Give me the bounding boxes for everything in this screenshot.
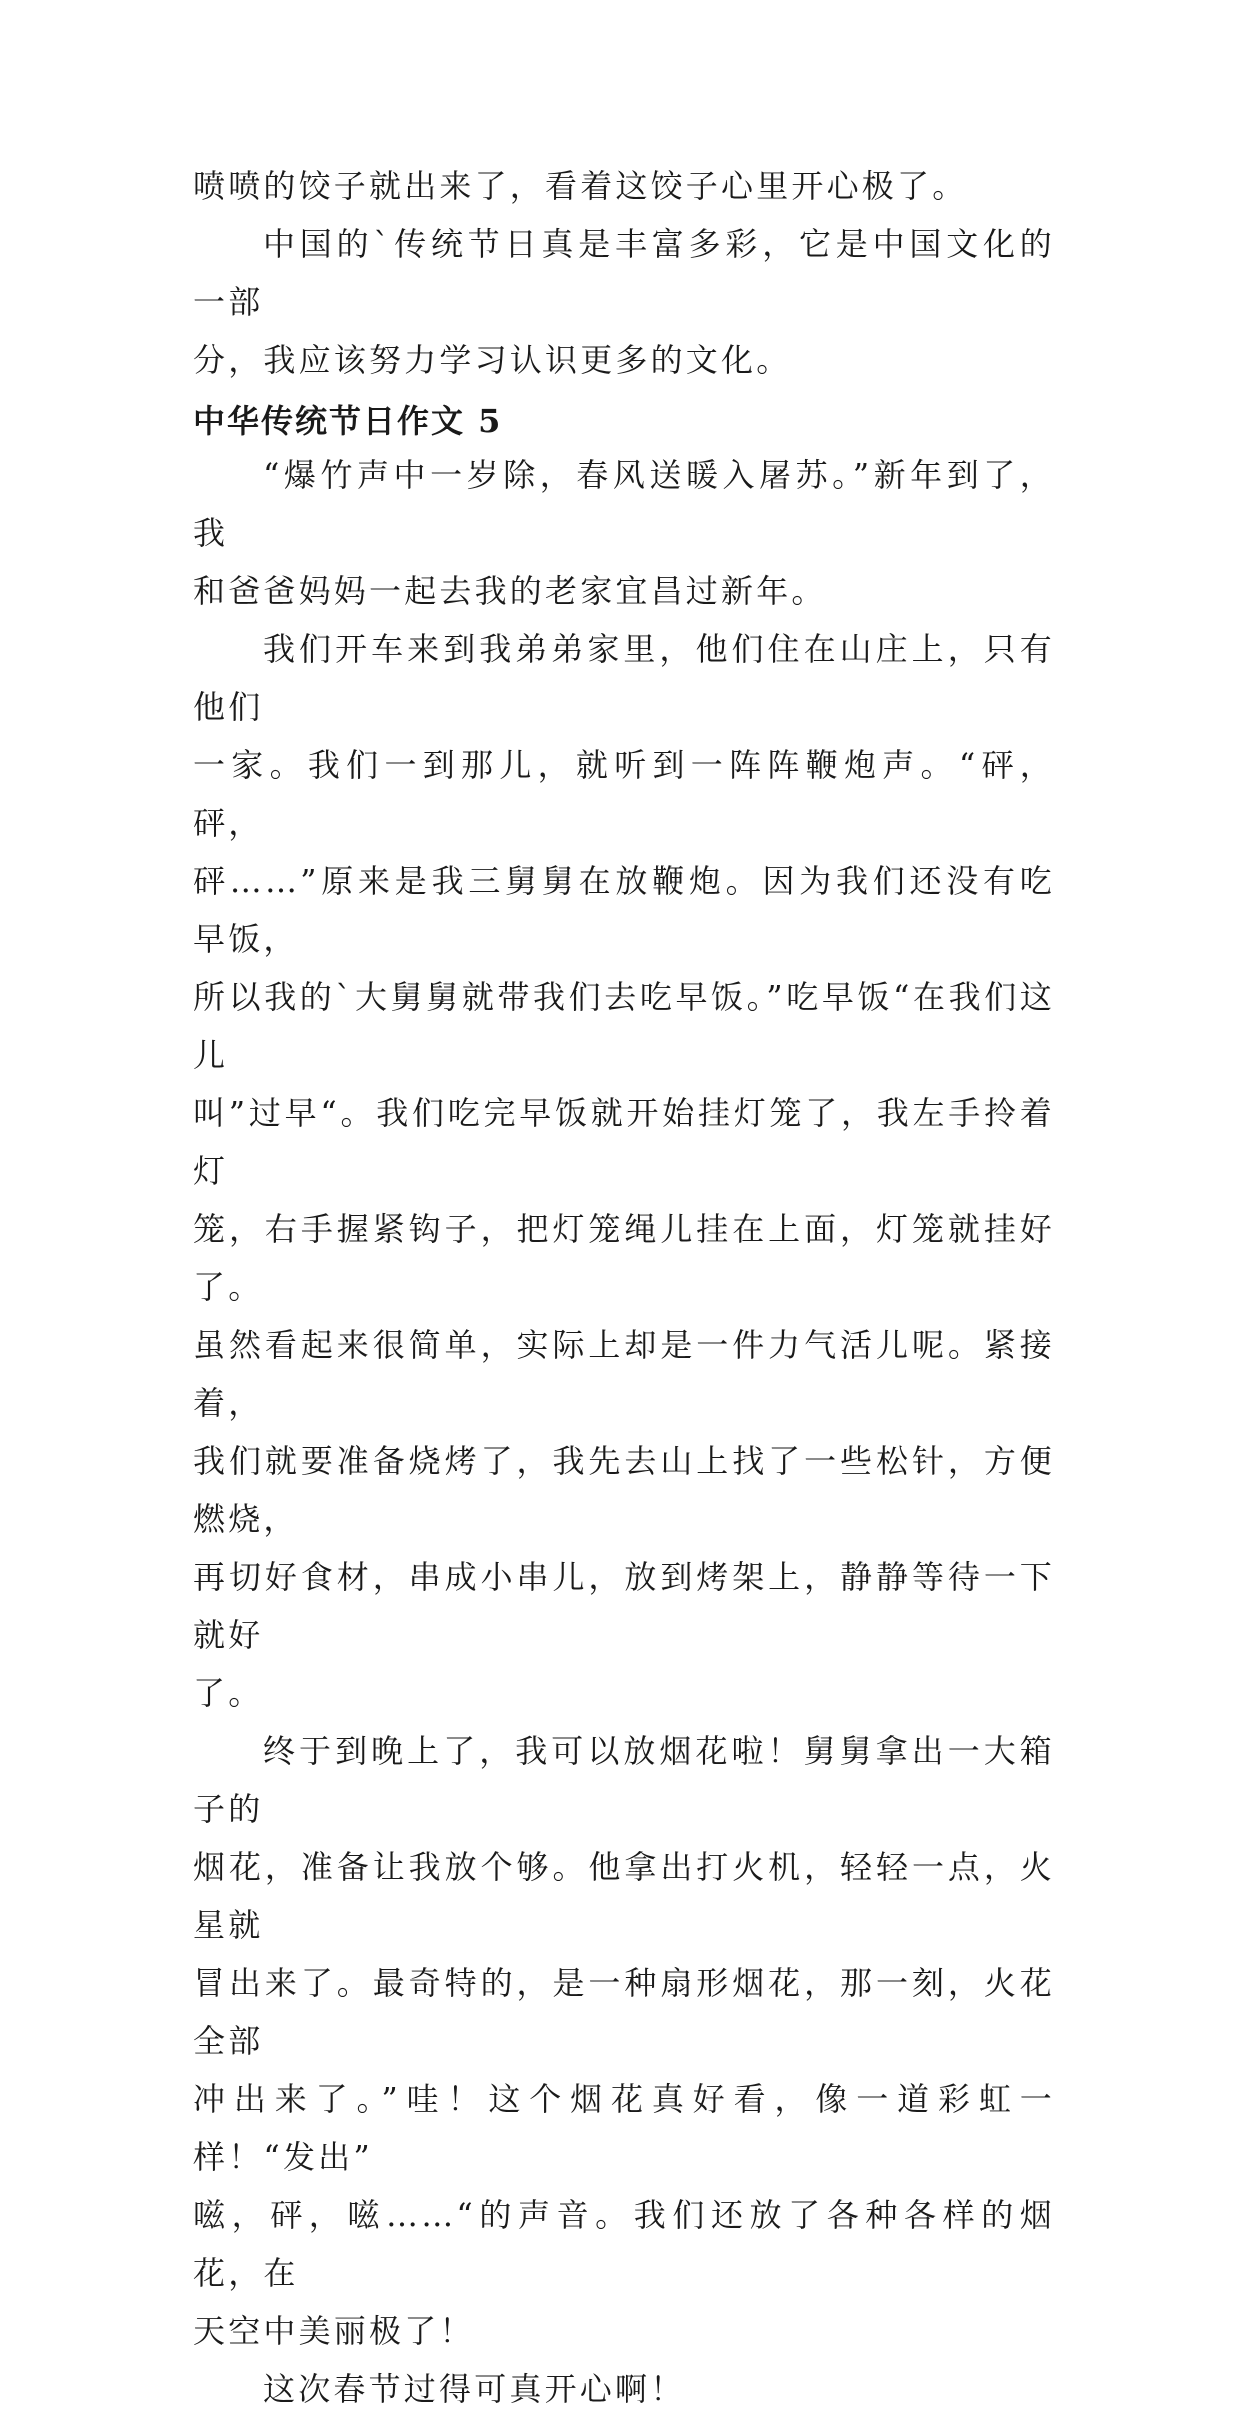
text-line: 叫”过早“。我们吃完早饭就开始挂灯笼了，我左手拎着灯 (193, 1094, 1055, 1190)
text-line: 冒出来了。最奇特的，是一种扇形烟花，那一刻，火花全部 (193, 1964, 1055, 2060)
text-line: 中国的`传统节日真是丰富多彩，它是中国文化的一部 (193, 225, 1055, 321)
text-line: 喷喷的饺子就出来了，看着这饺子心里开心极了。 (193, 167, 968, 205)
intro-text (193, 157, 1055, 389)
text-line: 冲出来了。”哇！这个烟花真好看，像一道彩虹一样！“发出” (193, 2080, 1055, 2176)
text-line: 嗞，砰，嗞……“的声音。我们还放了各种各样的烟花，在 (193, 2196, 1055, 2292)
paragraph (193, 157, 1055, 215)
text-line: 一家。我们一到那儿，就听到一阵阵鞭炮声。“砰，砰， (193, 746, 1055, 842)
paragraph (193, 215, 1055, 389)
paragraph (193, 1722, 1055, 2360)
text-line: 虽然看起来很简单，实际上却是一件力气活儿呢。紧接着， (193, 1326, 1055, 1422)
text-line: 笼，右手握紧钩子，把灯笼绳儿挂在上面，灯笼就挂好了。 (193, 1210, 1055, 1306)
text-line: 和爸爸妈妈一起去我的老家宜昌过新年。 (193, 572, 827, 610)
text-line: 我们开车来到我弟弟家里，他们住在山庄上，只有他们 (193, 630, 1055, 726)
text-line: 砰……”原来是我三舅舅在放鞭炮。因为我们还没有吃早饭， (193, 862, 1055, 958)
essay-title: 中华传统节日作文 5 (193, 402, 503, 440)
paragraph (193, 446, 1055, 620)
paragraph (193, 620, 1055, 1722)
text-line: 了。 (193, 1674, 264, 1712)
essay-body (193, 446, 1055, 2418)
text-line: 这次春节过得可真开心啊！ (263, 2370, 686, 2408)
text-line: 再切好食材，串成小串儿，放到烤架上，静静等待一下就好 (193, 1558, 1055, 1654)
text-line: 所以我的`大舅舅就带我们去吃早饭。”吃早饭“在我们这儿 (193, 978, 1055, 1074)
text-line: 我们就要准备烧烤了，我先去山上找了一些松针，方便燃烧， (193, 1442, 1055, 1538)
text-line: 分，我应该努力学习认识更多的文化。 (193, 341, 792, 379)
paragraph (193, 2360, 1055, 2418)
text-line: “爆竹声中一岁除，春风送暖入屠苏。”新年到了，我 (193, 456, 1055, 552)
text-line: 天空中美丽极了！ (193, 2312, 475, 2350)
text-line: 终于到晚上了，我可以放烟花啦！舅舅拿出一大箱子的 (193, 1732, 1055, 1828)
text-line: 烟花，准备让我放个够。他拿出打火机，轻轻一点，火星就 (193, 1848, 1055, 1944)
